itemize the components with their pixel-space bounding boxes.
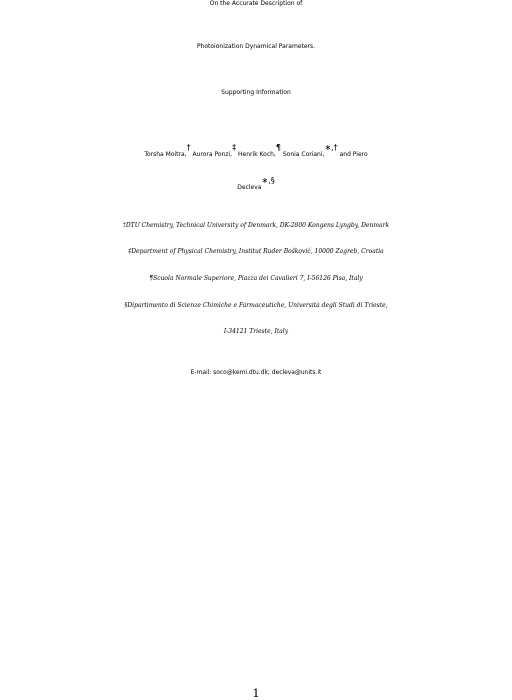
affiliation-text: Scuola Normale Superiore, Piazza dei Cavalieri 7, I-56126 Pisa, Italy <box>153 275 363 282</box>
author-mark: ∗,§ <box>261 176 275 185</box>
author-name: Decleva <box>237 184 262 191</box>
author-name: Henrik Koch, <box>237 151 276 158</box>
title-line-3: Supporting Information <box>221 89 291 96</box>
affiliation-mark: ¶ <box>149 275 154 282</box>
title-line-2: Photoionization Dynamical Parameters. <box>196 43 316 50</box>
author-name: Torsha Moitra, <box>144 151 187 158</box>
authors-line-1 <box>0 143 512 158</box>
title-line-1: On the Accurate Description of <box>209 0 303 7</box>
author-name: Sonia Coriani, <box>282 151 325 158</box>
affiliation-4-continued <box>0 329 512 335</box>
affiliation-mark: ‡ <box>128 248 132 255</box>
affiliation-3 <box>0 276 512 282</box>
author-mark: ¶ <box>275 143 281 152</box>
contact-email: E-mail: soco@kemi.dtu.dk; decleva@units.it <box>190 369 322 376</box>
authors-line-2 <box>0 176 512 191</box>
affiliation-1 <box>0 223 512 229</box>
affiliation-mark: † <box>122 222 126 229</box>
author-name: and Piero <box>339 151 368 158</box>
affiliation-4 <box>0 303 512 309</box>
affiliation-text: I-34121 Trieste, Italy <box>223 328 289 335</box>
affiliation-text: Dipartimento di Scienze Chimiche e Farmaceutiche, Università degli Studi di Trieste, <box>127 302 388 309</box>
author-mark: † <box>186 143 191 152</box>
page-number: 1 <box>252 686 260 700</box>
author-name: Aurora Ponzi, <box>192 151 233 158</box>
affiliation-text: DTU Chemistry, Technical University of Denmark, DK-2800 Kongens Lyngby, Denmark <box>125 222 390 229</box>
affiliation-text: Department of Physical Chemistry, Institut Ruder Bošković, 10000 Zagreb, Croatia <box>131 248 384 255</box>
affiliation-2 <box>0 249 512 255</box>
author-mark: ‡ <box>232 143 237 152</box>
affiliation-mark: § <box>124 302 128 309</box>
author-mark: ∗,† <box>324 143 338 152</box>
